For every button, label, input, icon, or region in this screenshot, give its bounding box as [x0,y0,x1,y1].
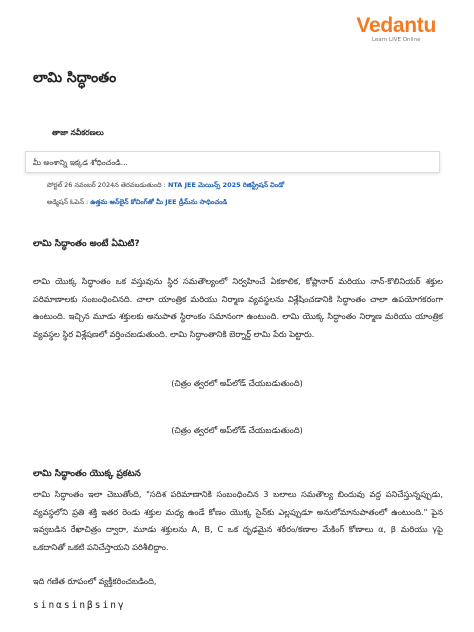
lami-formula: sinαsinβsinγ [33,600,126,611]
notice-admission [47,198,227,208]
image-placeholder-caption-1: (చిత్రం త్వరలో అప్‌లోడ్ చేయబడుతుంది) [171,378,303,388]
image-placeholder-caption-2: (చిత్రం త్వరలో అప్‌లోడ్ చేయబడుతుంది) [171,425,303,435]
section-heading-statement: లామి సిద్ధాంతం యొక్క ప్రకటన [33,469,141,479]
brand-tagline: Learn LIVE Online [371,37,421,43]
notice-portal [47,181,284,191]
page-title: లామి సిద్ధాంతం [33,70,117,86]
section-paragraph-what-is: లామి యొక్క సిద్ధాంతం ఒక వస్తువును స్థిర సమతౌల్యంలో నిర్వహించే ఏకకాలిక, కోప్లానార్ మరియు నాన్-కొలినియర్ శక్తుల పరిమాణాలకు సంబంధించినది. చాలా యాంత్రిక మరియు నిర్మాణ వ్యవస్థలను విశ్లేషించడానికి సిద్ధాంతం చాలా ఉపయోగకరంగా ఉంటుంది. ఇచ్చిన మూడు శక్తులకు అనుపాత స్థిరాంకం సమానంగా ఉంటుంది. లామి యొక్క సిద్ధాంతం నిర్మాణ మరియు యాంత్రిక వ్యవస్థల స్థిర విశ్లేషణలో వర్తించబడుతుంది. లామి సిద్ధాంతానికి బెర్నార్డ్ లామి పేరు పెట్టారు. [33,276,443,339]
math-intro-text: ఇది గణిత రూపంలో వ్యక్తీకరించబడింది, [33,576,157,586]
updates-heading: తాజా నవీకరణలు [52,128,104,137]
brand-name: Vedantu [356,14,436,37]
notice-portal-text: పోర్టల్ 26 నవంబర్ 2024న తెరవబడుతుంది : [47,181,166,189]
vedantu-logo[interactable] [356,14,436,43]
notice-admission-link[interactable]: ఉత్తమ ఆన్‌లైన్ కోచింగ్‌తో మీ JEE డ్రీమ్‌ను సాధించండి [90,198,228,206]
section-heading-what-is: లామి సిద్ధాంతం అంటే ఏమిటి? [33,239,140,249]
section-paragraph-statement: లామి సిద్ధాంతం ఇలా చెబుతోంది, "సదిశ పరిమాణానికి సంబంధించిన 3 బలాలు సమతౌల్య బిందువు వద్ద పనిచేస్తున్నప్పుడు, వ్యవస్థలోని ప్రతి శక్తి ఇతర రెండు శక్తుల మధ్య ఉండే కోణం యొక్క సైన్‌కు ఎల్లప్పుడూ అనులోమానుపాతంలో ఉంటుంది." పైన ఇవ్వబడిన రేఖాచిత్రం ద్వారా, మూడు శక్తులను A, B, C ఒక దృఢమైన శరీరం/కణాల మేకింగ్ కోణాలు α, β మరియు γపై ఒకదానితో ఒకటి పనిచేస్తాయని పరిశీలిద్దాం. [33,489,443,552]
notice-admission-text: అడ్మిషన్ ఓపెన్ : [47,198,89,206]
notice-portal-link[interactable]: NTA JEE మెయిన్స్ 2025 రిజిస్ట్రేషన్ విండో [167,181,285,189]
search-input[interactable]: మీ అంశాన్ని ఇక్కడ శోధించండి... [25,151,440,173]
